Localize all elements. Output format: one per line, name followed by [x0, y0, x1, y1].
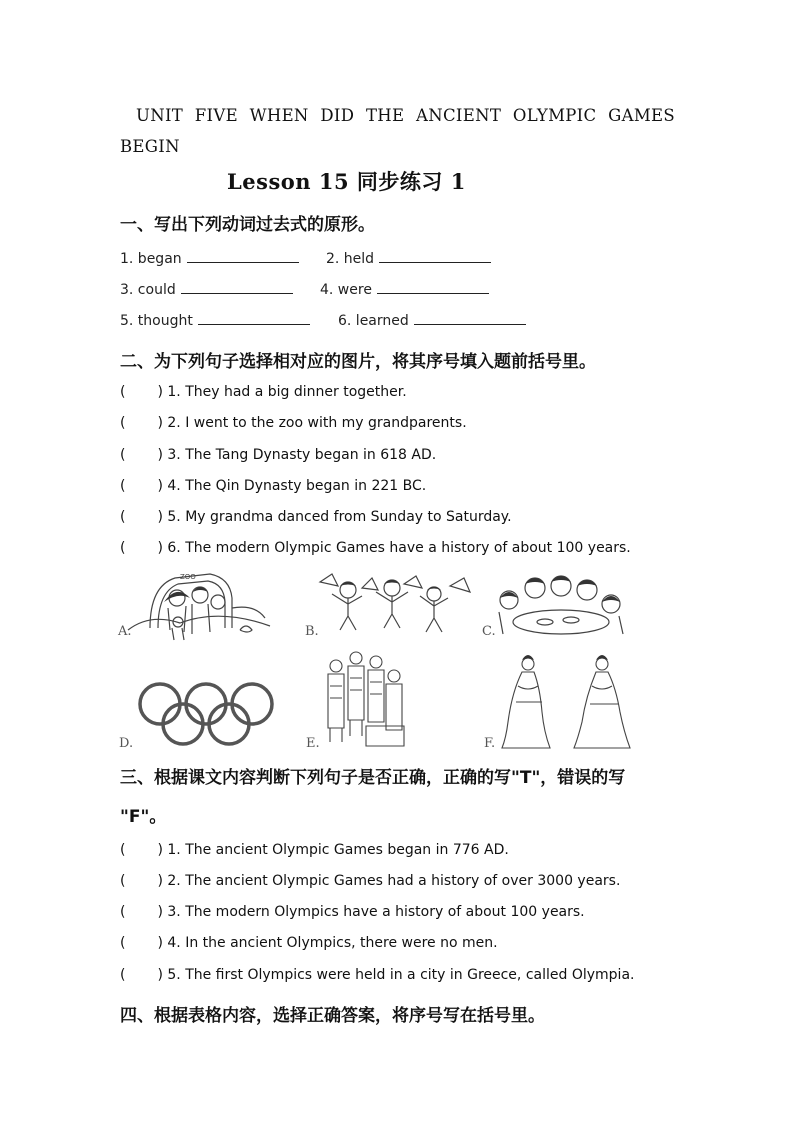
section2-heading: 二、为下列句子选择相对应的图片，将其序号填入题前括号里。 [120, 352, 596, 372]
verb-item-3: 3. could [120, 280, 293, 298]
match-item-6: ( ) 6. The modern Olympic Games have a history of about 100 years. [120, 540, 631, 556]
match-item-2: ( ) 2. I went to the zoo with my grandparents. [120, 415, 467, 431]
picture-label-d: D. [119, 736, 134, 751]
answer-blank[interactable] [377, 280, 489, 294]
picture-label-f: F. [484, 736, 496, 751]
lesson-title: Lesson 15 同步练习 1 [227, 169, 466, 194]
zoo-family-illustration [120, 568, 280, 644]
answer-blank[interactable] [198, 311, 310, 325]
terracotta-warriors-illustration [322, 650, 404, 748]
section3-heading-line1: 三、根据课文内容判断下列句子是否正确，正确的写"T"，错误的写 [120, 768, 626, 788]
tf-item-5: ( ) 5. The first Olympics were held in a city in Greece, called Olympia. [120, 967, 635, 983]
verb-item-6: 6. learned [338, 311, 526, 329]
tf-item-2: ( ) 2. The ancient Olympic Games had a history of over 3000 years. [120, 873, 621, 889]
answer-blank[interactable] [181, 280, 293, 294]
picture-f-tang-ladies [498, 652, 634, 750]
picture-label-e: E. [306, 736, 320, 751]
verb-item-5: 5. thought [120, 311, 310, 329]
verb-item-1: 1. began [120, 249, 299, 267]
fan-dancers-illustration [318, 574, 478, 636]
tf-item-1: ( ) 1. The ancient Olympic Games began in 776 AD. [120, 842, 509, 858]
picture-b-dance [318, 574, 478, 636]
tang-ladies-illustration [498, 652, 634, 750]
tf-item-3: ( ) 3. The modern Olympics have a history of about 100 years. [120, 904, 585, 920]
tf-item-4: ( ) 4. In the ancient Olympics, there were no men. [120, 935, 498, 951]
match-item-1: ( ) 1. They had a big dinner together. [120, 384, 407, 400]
section3-heading-line2: "F"。 [120, 807, 167, 827]
match-item-5: ( ) 5. My grandma danced from Sunday to Saturday. [120, 509, 512, 525]
picture-a-zoo [120, 568, 280, 644]
picture-label-c: C. [482, 624, 496, 639]
verb-item-4: 4. were [320, 280, 489, 298]
match-item-4: ( ) 4. The Qin Dynasty began in 221 BC. [120, 478, 427, 494]
section1-heading: 一、写出下列动词过去式的原形。 [120, 215, 375, 235]
olympic-rings-icon [136, 682, 278, 748]
picture-c-dinner [495, 572, 630, 642]
answer-blank[interactable] [414, 311, 526, 325]
svg-text:ZOO: ZOO [180, 573, 196, 581]
section4-heading: 四、根据表格内容，选择正确答案，将序号写在括号里。 [120, 1006, 545, 1026]
match-item-3: ( ) 3. The Tang Dynasty began in 618 AD. [120, 447, 437, 463]
picture-d-olympic-rings [136, 682, 278, 748]
verb-item-2: 2. held [326, 249, 491, 267]
picture-e-warriors [322, 650, 404, 748]
unit-title-line2: BEGIN [120, 137, 180, 156]
family-dinner-illustration [495, 572, 630, 642]
picture-label-a: A. [118, 624, 132, 639]
unit-title-line1: UNIT FIVE WHEN DID THE ANCIENT OLYMPIC GAMES [136, 106, 675, 125]
picture-label-b: B. [305, 624, 319, 639]
answer-blank[interactable] [187, 249, 299, 263]
unit-title [120, 100, 675, 162]
answer-blank[interactable] [379, 249, 491, 263]
